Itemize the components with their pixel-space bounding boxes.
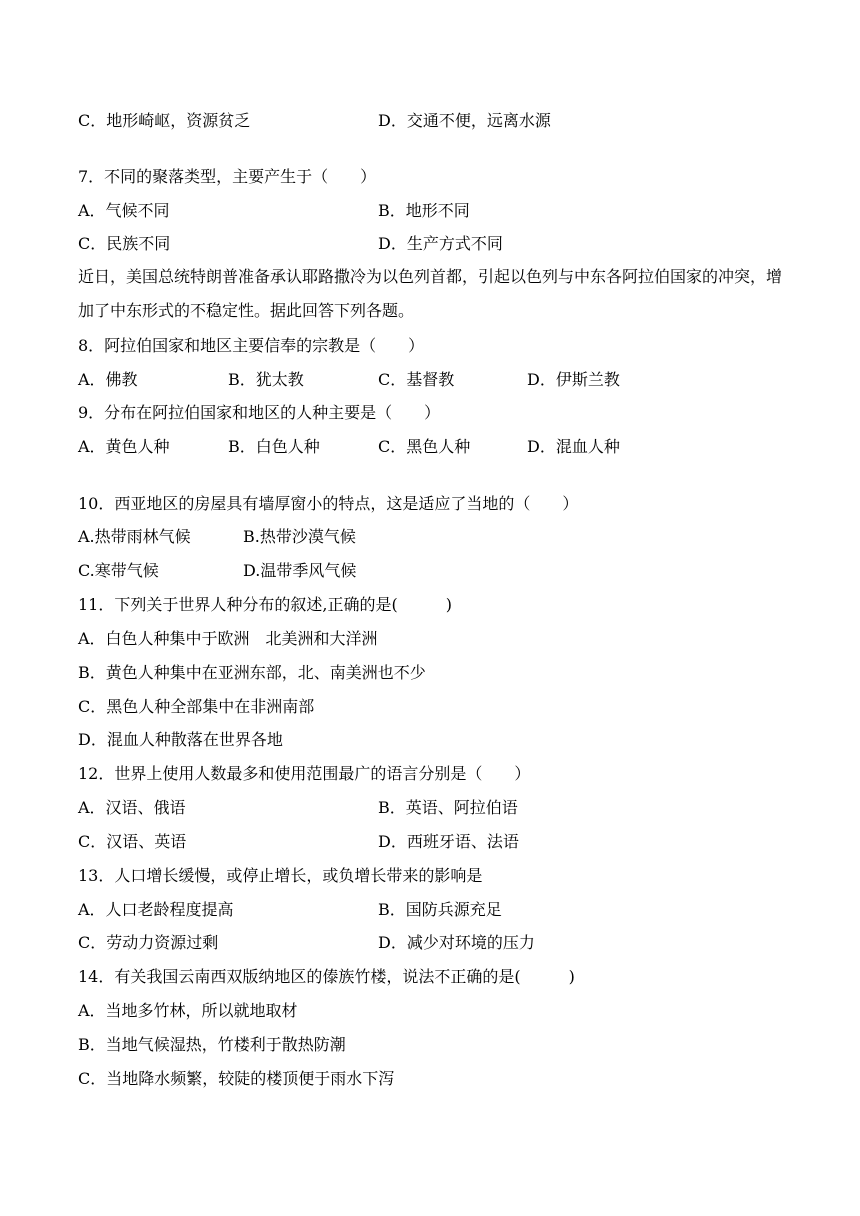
q12-option-a: A．汉语、俄语 bbox=[78, 798, 186, 817]
q12-option-c: C．汉语、英语 bbox=[78, 832, 187, 851]
q10-option-a: A.热带雨林气候 bbox=[78, 527, 191, 546]
q7-stem: 7．不同的聚落类型，主要产生于（ ） bbox=[78, 167, 377, 186]
q10-options-ab bbox=[78, 524, 800, 550]
q10-option-d: D.温带季风气候 bbox=[243, 561, 357, 580]
q12-option-b: B．英语、阿拉伯语 bbox=[378, 798, 518, 817]
q6-option-d: D．交通不便，远离水源 bbox=[378, 111, 551, 130]
q9-stem: 9．分布在阿拉伯国家和地区的人种主要是（ ） bbox=[78, 403, 441, 422]
q8-option-d: D．伊斯兰教 bbox=[527, 370, 620, 389]
q7-option-b: B．地形不同 bbox=[378, 201, 470, 220]
q11-stem: 11．下列关于世界人种分布的叙述,正确的是( ) bbox=[78, 595, 452, 614]
q12-options-ab bbox=[78, 795, 800, 821]
q8-option-c: C．基督教 bbox=[378, 370, 455, 389]
q13-option-c: C．劳动力资源过剩 bbox=[78, 933, 219, 952]
q7-option-c: C．民族不同 bbox=[78, 234, 171, 253]
q9-option-b: B．白色人种 bbox=[228, 437, 320, 456]
q8-option-b: B．犹太教 bbox=[228, 370, 304, 389]
q10-stem: 10．西亚地区的房屋具有墙厚窗小的特点，这是适应了当地的（ ） bbox=[78, 494, 579, 513]
q9-option-d: D．混血人种 bbox=[527, 437, 620, 456]
q7-options-ab bbox=[78, 198, 800, 224]
q14-option-a: A．当地多竹林，所以就地取材 bbox=[78, 1001, 298, 1020]
q14-option-b: B．当地气候湿热，竹楼利于散热防潮 bbox=[78, 1035, 346, 1054]
q10-option-c: C.寒带气候 bbox=[78, 561, 159, 580]
q7-option-d: D．生产方式不同 bbox=[378, 234, 503, 253]
q13-option-b: B．国防兵源充足 bbox=[378, 900, 502, 919]
q11-option-d: D．混血人种散落在世界各地 bbox=[78, 730, 283, 749]
q9-option-a: A．黄色人种 bbox=[78, 437, 170, 456]
q10-options-cd bbox=[78, 558, 800, 584]
q6-options-cd bbox=[78, 108, 800, 134]
q13-options-ab bbox=[78, 897, 800, 923]
q9-option-c: C．黑色人种 bbox=[378, 437, 471, 456]
reading-passage: 近日，美国总统特朗普准备承认耶路撒冷为以色列首都，引起以色列与中东各阿拉伯国家的冲突，增加了中东形式的不稳定性。据此回答下列各题。 bbox=[78, 267, 783, 320]
q14-stem: 14．有关我国云南西双版纳地区的傣族竹楼，说法不正确的是( ) bbox=[78, 967, 575, 986]
q7-option-a: A．气候不同 bbox=[78, 201, 170, 220]
q12-option-d: D．西班牙语、法语 bbox=[378, 832, 519, 851]
q8-options bbox=[78, 367, 800, 393]
q13-option-d: D．减少对环境的压力 bbox=[378, 933, 535, 952]
q11-option-b: B．黄色人种集中在亚洲东部，北、南美洲也不少 bbox=[78, 663, 426, 682]
q13-options-cd bbox=[78, 930, 800, 956]
q14-option-c: C．当地降水频繁，较陡的楼顶便于雨水下泻 bbox=[78, 1069, 395, 1088]
q8-option-a: A．佛教 bbox=[78, 370, 138, 389]
q8-stem: 8．阿拉伯国家和地区主要信奉的宗教是（ ） bbox=[78, 336, 425, 355]
q12-stem: 12．世界上使用人数最多和使用范围最广的语言分别是（ ） bbox=[78, 764, 531, 783]
q11-option-a: A．白色人种集中于欧洲 北美洲和大洋洲 bbox=[78, 629, 378, 648]
q11-option-c: C．黑色人种全部集中在非洲南部 bbox=[78, 697, 315, 716]
q13-option-a: A．人口老龄程度提高 bbox=[78, 900, 234, 919]
q12-options-cd bbox=[78, 829, 800, 855]
q10-option-b: B.热带沙漠气候 bbox=[243, 527, 356, 546]
q6-option-c: C．地形崎岖，资源贫乏 bbox=[78, 111, 251, 130]
q13-stem: 13．人口增长缓慢，或停止增长，或负增长带来的影响是 bbox=[78, 866, 483, 885]
q7-options-cd bbox=[78, 231, 800, 257]
q9-options bbox=[78, 434, 800, 460]
